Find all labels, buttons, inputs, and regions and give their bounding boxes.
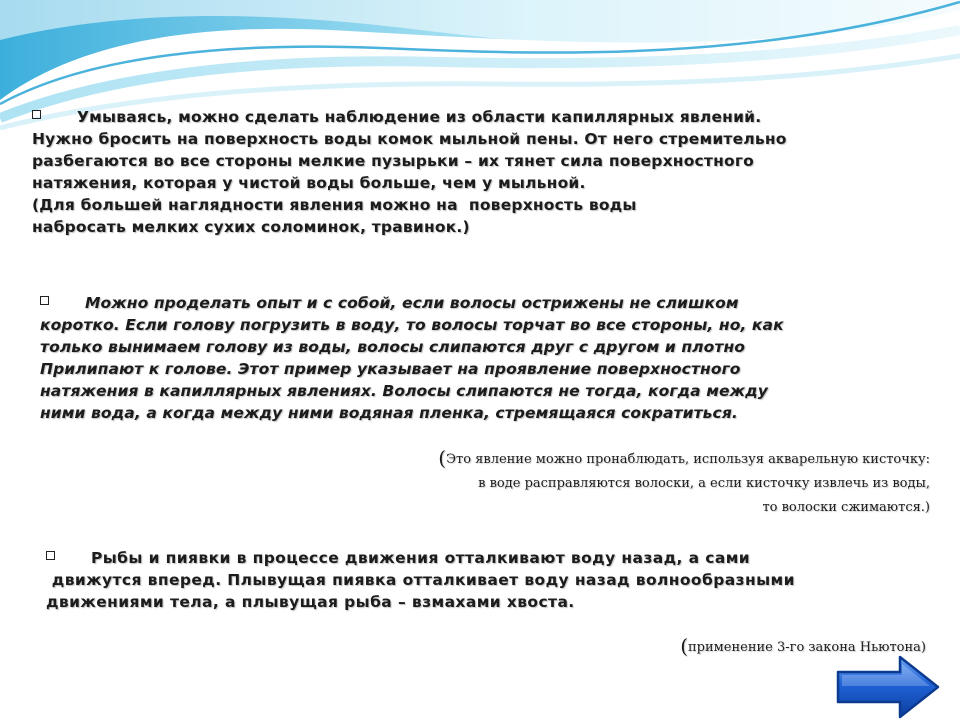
note-line: то волоски сжимаются.) (762, 500, 930, 515)
paragraph-line: Нужно бросить на поверхность воды комок мыльной пены. От него стремительно (32, 130, 787, 148)
note-text: применение 3-го закона Ньютона) (688, 640, 926, 655)
checkbox-square-icon (32, 110, 41, 119)
paragraph-line: натяжения в капиллярных явлениях. Волосы слипаются не тогда, когда между (40, 382, 768, 400)
paragraph-fish-leeches (46, 547, 795, 613)
note-line: Это явление можно пронаблюдать, используя акварельную кисточку: (446, 452, 930, 467)
paragraph-line: движутся вперед. Плывущая пиявка отталкивает воду назад волнообразными (46, 571, 795, 589)
note-open-paren: ( (680, 634, 689, 658)
right-arrow-icon (838, 657, 938, 717)
paragraph-hair (40, 292, 784, 424)
paragraph-line: разбегаются во все стороны мелкие пузырьки – их тянет сила поверхностного (32, 152, 755, 170)
paragraph-line: движениями тела, а плывущая рыба – взмахами хвоста. (46, 593, 575, 611)
paragraph-line: только вынимаем голову из воды, волосы слипаются друг с другом и плотно (40, 338, 746, 356)
next-slide-button[interactable] (834, 654, 942, 720)
paragraph-line: Рыбы и пиявки в процессе движения отталкивают воду назад, а сами (91, 549, 751, 567)
note-brush-experiment (438, 446, 930, 520)
paragraph-line: Можно проделать опыт и с собой, если волосы острижены не слишком (85, 294, 739, 312)
paragraph-line: коротко. Если голову погрузить в воду, то волосы торчат во все стороны, но, как (40, 316, 784, 334)
note-line: в воде расправляются волоски, а если кисточку извлечь из воды, (478, 476, 930, 491)
note-open-paren: ( (438, 446, 447, 470)
checkbox-square-icon (46, 551, 55, 560)
checkbox-square-icon (40, 296, 49, 305)
paragraph-line: набросать мелких сухих соломинок, травинок.) (32, 218, 470, 236)
paragraph-line: (Для большей наглядности явления можно на поверхность воды (32, 196, 637, 214)
paragraph-line: натяжения, которая у чистой воды больше, чем у мыльной. (32, 174, 586, 192)
paragraph-washing (32, 106, 787, 238)
paragraph-line: ними вода, а когда между ними водяная пленка, стремящаяся сократиться. (40, 404, 738, 422)
paragraph-line: Прилипают к голове. Этот пример указывает на проявление поверхностного (40, 360, 741, 378)
paragraph-line: Умываясь, можно сделать наблюдение из области капиллярных явлений. (77, 108, 762, 126)
